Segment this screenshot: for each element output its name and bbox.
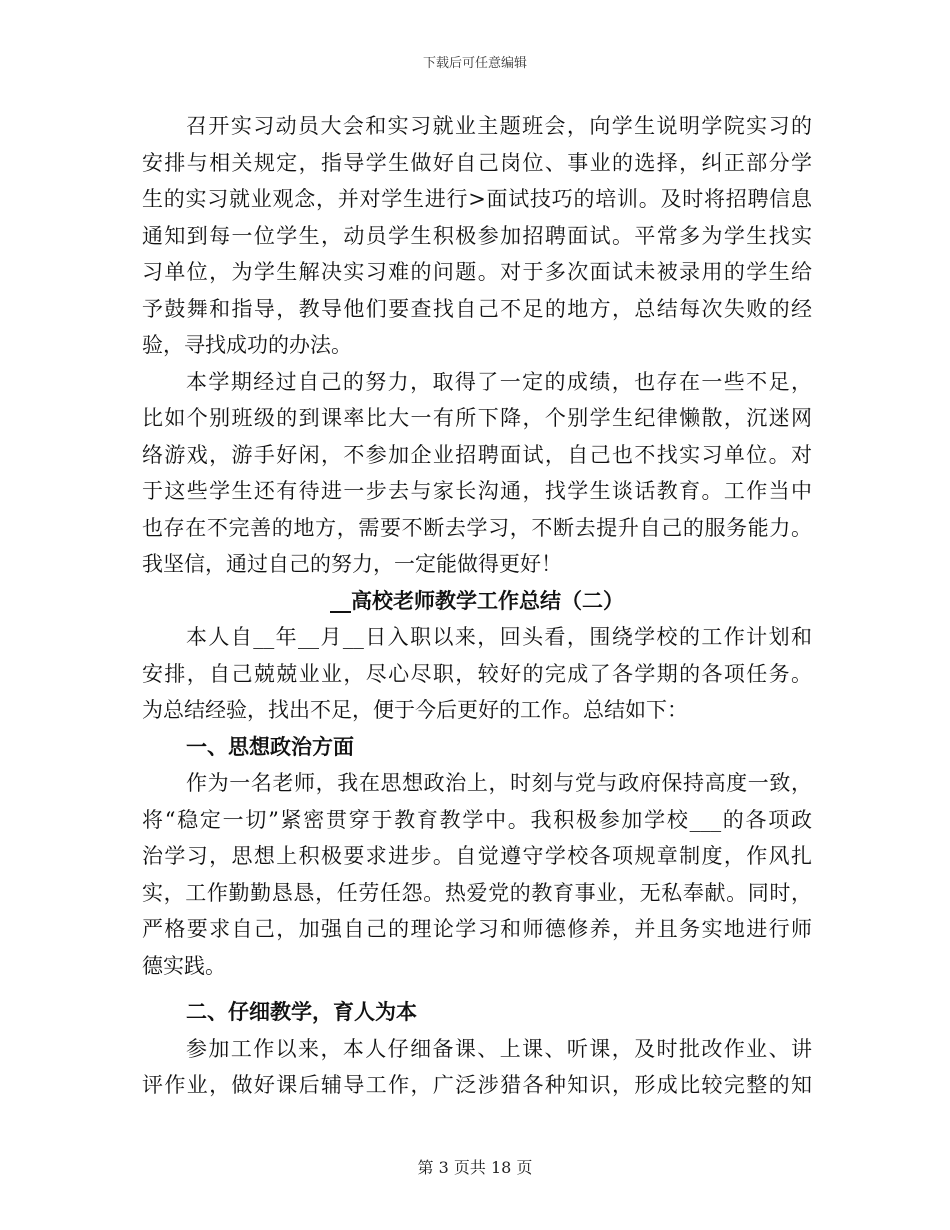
paragraph-4-line-2: 将“稳定一切”紧密贯穿于教育教学中。我积极参加学校___的各项政	[142, 807, 812, 832]
paragraph-4-line-1: 作为一名老师，我在思想政治上，时刻与党与政府保持高度一致，	[186, 771, 812, 795]
heading-politics: 一、思想政治方面	[186, 733, 354, 759]
page-footer: 第 3 页共 18 页	[417, 1158, 533, 1177]
paragraph-5-line-1: 参加工作以来，本人仔细备课、上课、听课，及时批改作业、讲	[186, 1036, 812, 1061]
paragraph-4-line-4: 实，工作勤勤恳恳，任劳任怨。热爱党的教育事业，无私奉献。同时，	[142, 880, 812, 905]
heading-teaching: 二、仔细教学，育人为本	[186, 999, 417, 1024]
paragraph-3-line-1: 本人自__年__月__日入职以来，回头看，围绕学校的工作计划和	[186, 625, 812, 649]
paragraph-3-line-3: 为总结经验，找出不足，便于今后更好的工作。总结如下：	[142, 698, 688, 722]
paragraph-2-line-1: 本学期经过自己的努力，取得了一定的成绩，也存在一些不足，	[186, 369, 812, 394]
paragraph-4-line-6: 德实践。	[142, 953, 226, 978]
paragraph-1-line-1: 召开实习动员大会和实习就业主题班会，向学生说明学院实习的	[186, 114, 812, 138]
paragraph-2-line-3: 络游戏，游手好闲，不参加企业招聘面试，自己也不找实习单位。对	[142, 442, 812, 467]
paragraph-2-line-2: 比如个别班级的到课率比大一有所下降，个别学生纪律懒散，沉迷网	[142, 406, 812, 430]
paragraph-3-line-2: 安排，自己兢兢业业，尽心尽职，较好的完成了各学期的各项任务。	[142, 661, 812, 686]
paragraph-1-line-7: 验，寻找成功的办法。	[142, 333, 352, 357]
paragraph-5-line-2: 评作业，做好课后辅导工作，广泛涉猎各种知识，形成比较完整的知	[142, 1073, 812, 1097]
page-header: 下载后可任意编辑	[422, 56, 527, 71]
section-title: __高校老师教学工作总结（二）	[330, 587, 624, 613]
paragraph-1-line-3: 生的实习就业观念，并对学生进行>面试技巧的培训。及时将招聘信息	[142, 187, 812, 211]
paragraph-4-line-3: 治学习，思想上积极要求进步。自觉遵守学校各项规章制度，作风扎	[142, 844, 812, 868]
document-body	[142, 108, 812, 1104]
paragraph-1-line-2: 安排与相关规定，指导学生做好自己岗位、事业的选择，纠正部分学	[142, 150, 812, 175]
paragraph-2-line-6: 我坚信，通过自己的努力，一定能做得更好！	[142, 552, 562, 576]
paragraph-4-line-5: 严格要求自己，加强自己的理论学习和师德修养，并且务实地进行师	[142, 917, 812, 941]
paragraph-1-line-4: 通知到每一位学生，动员学生积极参加招聘面试。平常多为学生找实	[142, 223, 812, 248]
paragraph-1-line-5: 习单位，为学生解决实习难的问题。对于多次面试未被录用的学生给	[142, 260, 812, 284]
paragraph-2-line-4: 于这些学生还有待进一步去与家长沟通，找学生谈话教育。工作当中	[142, 479, 812, 503]
paragraph-1-line-6: 予鼓舞和指导，教导他们要查找自己不足的地方，总结每次失败的经	[142, 296, 812, 321]
paragraph-2-line-5: 也存在不完善的地方，需要不断去学习，不断去提升自己的服务能力。	[142, 515, 812, 540]
